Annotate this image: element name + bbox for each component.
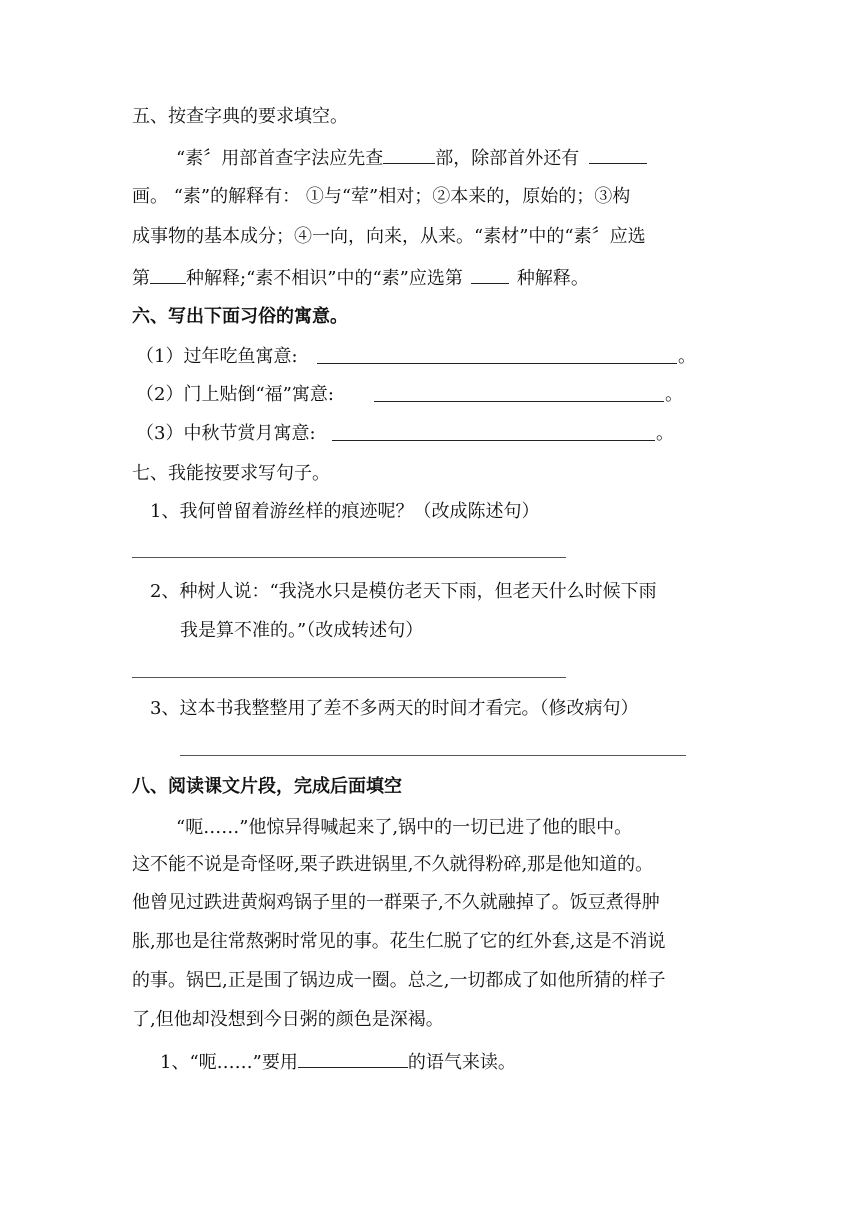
passage-line-2: 这不能不说是奇怪呀,栗子跌进锅里,不久就得粉碎,那是他知道的。 — [132, 854, 654, 875]
reading-q1-text-b: 的语气来读。 — [407, 1052, 516, 1073]
section-5-line-1 — [176, 145, 647, 171]
sentence-q1-answer-line[interactable] — [132, 557, 566, 558]
passage-line-6: 了,但他却没想到今日粥的颜色是深褐。 — [132, 1009, 444, 1030]
meaning-blank-2[interactable] — [471, 265, 509, 284]
passage-line-1: “呃……”他惊异得喊起来了,锅中的一切已进了他的眼中。 — [176, 817, 633, 838]
section-5-line-3: 成事物的基本成分；④一向，向来，从来。“素材”中的“素〞应选 — [132, 226, 646, 247]
tone-blank[interactable] — [298, 1049, 408, 1068]
meaning-blank-1[interactable] — [150, 265, 186, 284]
section-5-line-2: 画。 “素”的解释有： ①与“荤”相对；②本来的，原始的；③构 — [132, 186, 631, 207]
sentence-q3-answer-line[interactable] — [180, 755, 686, 756]
stroke-count-blank[interactable] — [589, 145, 647, 164]
section-8-heading: 八、阅读课文片段，完成后面填空 — [132, 776, 402, 797]
custom-item-3 — [136, 422, 316, 446]
sentence-q2-line-1: 2、种树人说：“我浇水只是模仿老天下雨，但老天什么时候下雨 — [150, 581, 657, 602]
s5-text-1b: 部，除部首外还有 — [435, 148, 580, 169]
custom-item-2 — [136, 383, 334, 407]
custom-answer-line-3[interactable] — [332, 440, 655, 441]
section-7-heading: 七、我能按要求写句子。 — [132, 463, 330, 484]
sentence-q2-line-2: 我是算不准的。”（改成转述句） — [180, 620, 424, 641]
passage-line-3: 他曾见过跌进黄焖鸡锅子里的一群栗子,不久就融掉了。饭豆煮得肿 — [132, 892, 660, 913]
custom-item-1 — [136, 345, 298, 369]
custom-item-1-end: 。 — [678, 346, 696, 367]
reading-q1 — [160, 1049, 516, 1075]
radical-blank[interactable] — [383, 145, 435, 164]
s5-text-1a: “素〞用部首查字法应先查 — [176, 148, 384, 169]
s5-text-4c: 种解释。 — [516, 268, 589, 289]
s5-text-4b: 种解释;“素不相识”中的“素”应选第 — [186, 268, 463, 289]
custom-item-2-label: （2）门上贴倒“福”寓意: — [136, 384, 334, 405]
passage-line-4: 胀,那也是往常熬粥时常见的事。花生仁脱了它的红外套,这是不消说 — [132, 931, 666, 952]
section-5-heading: 五、按查字典的要求填空。 — [132, 106, 348, 127]
passage-line-5: 的事。锅巴,正是围了锅边成一圈。总之,一切都成了如他所猜的样子 — [132, 970, 666, 991]
custom-item-2-end: 。 — [665, 384, 683, 405]
custom-answer-line-2[interactable] — [374, 401, 664, 402]
custom-item-3-end: 。 — [656, 423, 674, 444]
sentence-q2-answer-line[interactable] — [132, 677, 566, 678]
custom-item-3-label: （3）中秋节赏月寓意: — [136, 423, 316, 444]
section-5-line-4 — [132, 265, 589, 291]
s5-text-4a: 第 — [132, 268, 150, 289]
custom-answer-line-1[interactable] — [317, 363, 677, 364]
custom-item-1-label: （1）过年吃鱼寓意: — [136, 346, 298, 367]
section-6-heading: 六、写出下面习俗的寓意。 — [132, 306, 348, 327]
sentence-q3: 3、这本书我整整用了差不多两天的时间才看完。（修改病句） — [150, 698, 639, 719]
sentence-q1: 1、我何曾留着游丝样的痕迹呢？（改成陈述句） — [150, 501, 540, 522]
reading-q1-text-a: 1、“呃……”要用 — [160, 1052, 298, 1073]
